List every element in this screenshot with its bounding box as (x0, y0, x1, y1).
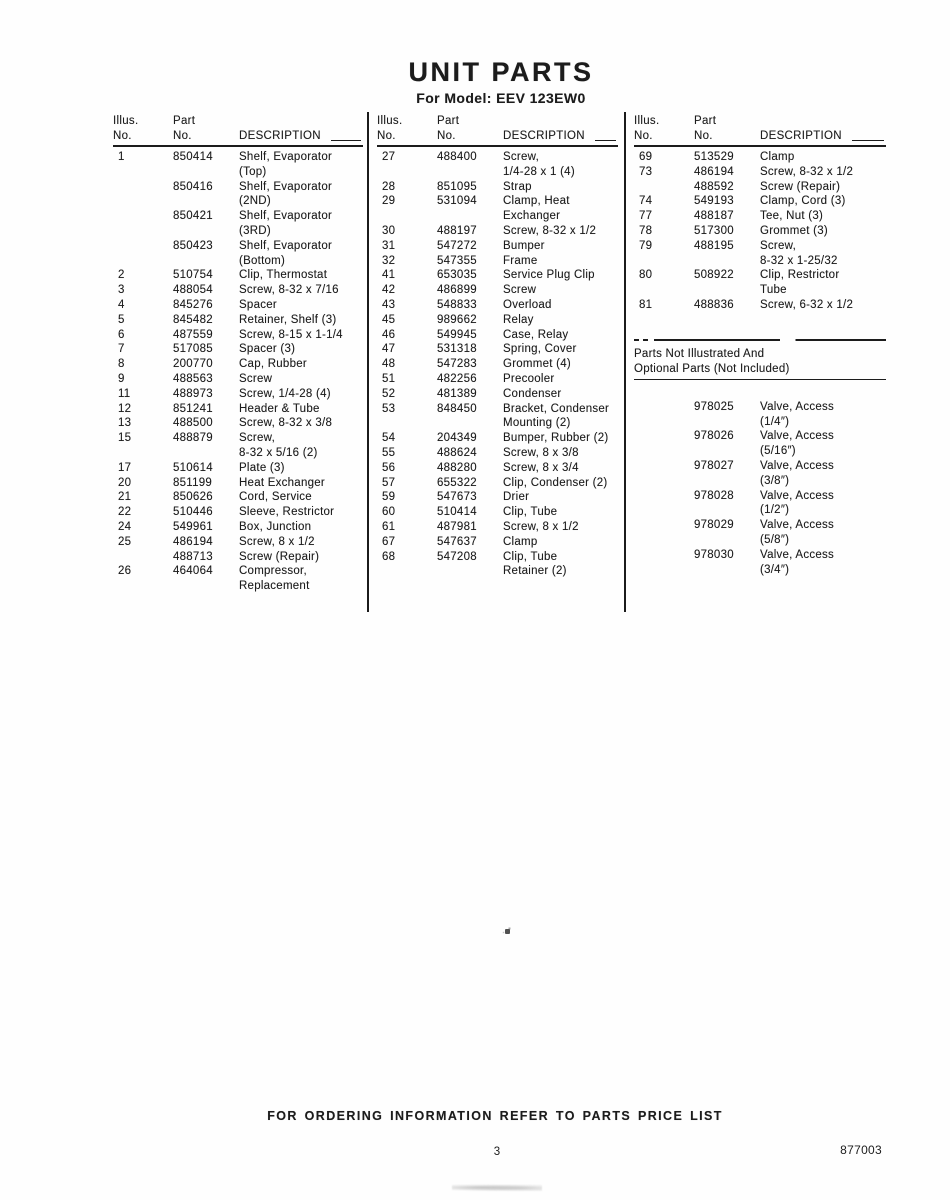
illus-no-cell: 7 (118, 343, 125, 356)
illus-no-cell (634, 254, 694, 269)
description-cell: (3/8″) (760, 474, 790, 487)
illus-no-cell (634, 283, 694, 298)
description-cell: Shelf, Evaporator (239, 180, 333, 193)
description-cell: Clip, Tube (503, 506, 558, 519)
part-no-cell: 488054 (173, 284, 213, 297)
page-number: 3 (493, 1146, 501, 1158)
description-header-label: DESCRIPTION (239, 129, 321, 142)
description-cell: Screw, 8-32 x 1/2 (760, 165, 854, 178)
part-no-cell: 549945 (437, 328, 477, 341)
illus-header-label: Illus. (113, 115, 139, 127)
part-no-cell: 513529 (694, 151, 734, 163)
parts-column-2 (377, 114, 618, 579)
illus-no-cell: 5 (118, 313, 125, 326)
part-no-cell (173, 224, 235, 239)
parts-column-3 (634, 114, 886, 577)
part-no-cell: 850416 (173, 180, 213, 193)
part-no-cell (694, 474, 756, 489)
part-no-cell: 978026 (694, 430, 734, 443)
illus-no-cell: 56 (382, 461, 396, 474)
illus-no-cell (634, 503, 694, 518)
illus-header-label: Illus. (377, 115, 403, 127)
part-no-cell: 850421 (173, 210, 213, 223)
description-cell: Valve, Access (760, 459, 834, 472)
no-header-label: No. (634, 129, 653, 142)
part-no-cell: 517085 (173, 343, 213, 356)
illus-no-cell (634, 474, 694, 489)
description-cell: Relay (503, 313, 534, 326)
description-cell: Screw, 8 x 3/8 (503, 446, 579, 459)
part-no-cell: 547673 (437, 491, 477, 504)
part-no-cell: 978028 (694, 489, 734, 502)
part-no-cell: 978029 (694, 519, 734, 532)
description-cell: Shelf, Evaporator (239, 239, 333, 252)
description-cell: Screw (239, 372, 273, 385)
description-cell: (Top) (239, 165, 267, 178)
description-cell: Valve, Access (760, 400, 834, 413)
parts-rows-1 (113, 150, 363, 594)
description-cell: Bumper, Rubber (2) (503, 432, 609, 445)
description-cell: 8-32 x 1-25/32 (760, 254, 838, 267)
illus-no-cell (634, 400, 694, 415)
illus-no-cell (113, 194, 173, 209)
part-no-cell: 547283 (437, 358, 477, 371)
description-cell: Cap, Rubber (239, 358, 307, 371)
part-no-cell: 488836 (694, 298, 734, 311)
part-no-cell: 487559 (173, 328, 213, 341)
section-heading-line2: Optional Parts (Not Included) (634, 362, 886, 380)
illus-no-cell: 68 (382, 550, 396, 563)
part-no-cell: 845482 (173, 313, 213, 326)
illus-no-cell: 41 (382, 269, 396, 282)
description-cell: Cord, Service (239, 491, 312, 504)
page-title: UNIT PARTS (408, 57, 594, 87)
illus-no-cell: 1 (118, 151, 125, 163)
description-cell: Screw, (760, 239, 797, 252)
illus-no-cell: 55 (382, 446, 396, 459)
title-block (52, 57, 950, 106)
part-no-cell (437, 165, 499, 180)
description-cell: Header & Tube (239, 402, 320, 415)
description-cell: Tee, Nut (3) (760, 210, 824, 223)
part-no-cell: 549961 (173, 520, 213, 533)
parts-rows-2 (377, 150, 618, 579)
illus-no-cell: 43 (382, 298, 396, 311)
no-header-label: No. (437, 129, 456, 142)
part-no-cell: 653035 (437, 269, 477, 282)
description-cell: (1/4″) (760, 415, 790, 428)
illus-no-cell: 2 (118, 269, 125, 282)
illus-no-cell (113, 224, 173, 239)
scan-artifact-dot (505, 929, 510, 934)
part-no-cell: 549193 (694, 195, 734, 208)
illus-no-cell (377, 209, 437, 224)
description-cell: Precooler (503, 372, 555, 385)
illus-no-cell (634, 415, 694, 430)
part-no-cell: 851199 (173, 476, 213, 489)
illus-no-cell: 15 (118, 432, 132, 445)
description-cell: Clip, Thermostat (239, 269, 328, 282)
illus-no-cell: 51 (382, 372, 396, 385)
part-no-cell: 464064 (173, 565, 213, 578)
illus-no-cell: 30 (382, 224, 396, 237)
illus-no-cell (634, 548, 694, 563)
description-cell: Screw, (503, 151, 540, 163)
illus-no-cell (113, 165, 173, 180)
illus-no-cell (634, 459, 694, 474)
description-cell: Box, Junction (239, 520, 312, 533)
part-no-cell: 850423 (173, 239, 213, 252)
description-cell: Clamp, Heat (503, 195, 570, 208)
part-header-label: Part (694, 115, 717, 127)
description-cell: Spring, Cover (503, 343, 577, 356)
part-no-cell: 845276 (173, 298, 213, 311)
description-cell: Bracket, Condenser (503, 402, 610, 415)
part-no-cell: 488500 (173, 417, 213, 430)
ordering-note: FOR ORDERING INFORMATION REFER TO PARTS PRICE LIST (267, 1109, 723, 1123)
illus-no-cell: 11 (118, 387, 131, 400)
illus-no-cell (113, 209, 173, 224)
part-no-cell (694, 444, 756, 459)
illus-no-cell: 6 (118, 328, 125, 341)
part-no-cell: 989662 (437, 313, 477, 326)
illus-no-cell: 81 (639, 298, 653, 311)
description-cell: Screw, (239, 432, 276, 445)
illus-no-cell: 9 (118, 372, 125, 385)
part-no-cell: 488563 (173, 372, 213, 385)
description-cell: Screw (Repair) (760, 180, 841, 193)
illus-no-cell: 59 (382, 491, 396, 504)
illus-no-cell: 12 (118, 402, 132, 415)
part-no-cell: 848450 (437, 402, 477, 415)
description-cell: Valve, Access (760, 548, 834, 561)
part-no-cell: 510446 (173, 506, 213, 519)
part-no-cell: 547637 (437, 535, 477, 548)
part-no-cell: 978025 (694, 400, 734, 413)
illus-no-cell: 4 (118, 298, 125, 311)
illus-no-cell (634, 518, 694, 533)
description-cell: Grommet (4) (503, 358, 571, 371)
description-cell: Frame (503, 254, 538, 267)
part-no-cell: 488973 (173, 387, 213, 400)
illus-no-cell (113, 579, 173, 594)
illus-no-cell: 26 (118, 565, 132, 578)
part-no-cell: 486899 (437, 284, 477, 297)
illus-no-cell: 57 (382, 476, 396, 489)
table-header-3 (634, 114, 886, 147)
part-no-cell (173, 254, 235, 269)
illus-no-cell (113, 239, 173, 254)
part-no-cell: 510754 (173, 269, 213, 282)
illus-no-cell: 79 (639, 239, 653, 252)
description-cell: Spacer (239, 298, 277, 311)
part-no-cell: 487981 (437, 520, 477, 533)
part-no-cell (437, 416, 499, 431)
part-no-cell: 851095 (437, 180, 477, 193)
illus-no-cell: 53 (382, 402, 396, 415)
description-cell: Plate (3) (239, 461, 285, 474)
description-cell: (2ND) (239, 195, 271, 208)
part-no-cell: 978027 (694, 459, 734, 472)
parts-rows-3 (634, 150, 886, 313)
part-no-cell: 510414 (437, 506, 477, 519)
illus-no-cell: 42 (382, 284, 396, 297)
description-cell: Screw, 8-32 x 3/8 (239, 417, 333, 430)
illus-no-cell: 54 (382, 432, 396, 445)
part-no-cell (173, 165, 235, 180)
part-no-cell: 547208 (437, 550, 477, 563)
part-no-cell: 488280 (437, 461, 477, 474)
description-cell: Screw, 8 x 1/2 (239, 535, 315, 548)
description-cell: Clamp (503, 535, 538, 548)
part-no-cell (173, 446, 235, 461)
illus-no-cell (113, 550, 173, 565)
part-no-cell: 655322 (437, 476, 477, 489)
section-heading-line1: Parts Not Illustrated And (634, 347, 765, 360)
part-no-cell (694, 254, 756, 269)
description-header-label: DESCRIPTION (503, 129, 585, 142)
illus-no-cell: 21 (118, 491, 132, 504)
description-cell: Retainer, Shelf (3) (239, 313, 337, 326)
not-illustrated-section (634, 339, 886, 578)
part-header-label: Part (437, 115, 460, 127)
description-cell: (Bottom) (239, 254, 286, 267)
part-no-cell: 488197 (437, 224, 477, 237)
section-divider-rule (634, 339, 886, 341)
part-no-cell (437, 209, 499, 224)
description-cell: Case, Relay (503, 328, 569, 341)
part-no-cell: 486194 (694, 165, 734, 178)
no-header-label: No. (377, 129, 396, 142)
part-no-cell: 488624 (437, 446, 477, 459)
description-cell: Screw, 8 x 3/4 (503, 461, 579, 474)
part-no-cell: 481389 (437, 387, 477, 400)
description-cell: Screw (503, 284, 537, 297)
part-no-cell: 547355 (437, 254, 477, 267)
description-cell: Bumper (503, 239, 545, 252)
part-no-cell: 850414 (173, 151, 213, 163)
part-no-cell: 488195 (694, 239, 734, 252)
optional-parts-rows (634, 400, 886, 578)
illus-no-cell: 13 (118, 417, 132, 430)
description-cell: Valve, Access (760, 489, 834, 502)
illus-no-cell: 77 (639, 210, 653, 223)
illus-no-cell: 29 (382, 195, 396, 208)
description-cell: Clamp (760, 151, 795, 163)
part-no-cell: 850626 (173, 491, 213, 504)
table-header-2 (377, 114, 618, 147)
illus-no-cell (634, 533, 694, 548)
illus-no-cell: 46 (382, 328, 396, 341)
illus-no-cell: 78 (639, 224, 653, 237)
part-no-cell (694, 533, 756, 548)
illus-no-cell: 32 (382, 254, 396, 267)
description-cell: Valve, Access (760, 430, 834, 443)
no-header-label: No. (173, 129, 192, 142)
illus-no-cell: 52 (382, 387, 396, 400)
description-cell: Screw (Repair) (239, 550, 320, 563)
description-cell: Grommet (3) (760, 224, 828, 237)
document-number: 877003 (840, 1143, 882, 1157)
illus-no-cell (634, 563, 694, 578)
description-cell: Clip, Restrictor (760, 269, 840, 282)
description-cell: Screw, 8-15 x 1-1/4 (239, 328, 343, 341)
illus-header-label: Illus. (634, 115, 660, 127)
description-cell: (3RD) (239, 224, 271, 237)
part-no-cell: 547272 (437, 239, 477, 252)
illus-no-cell (377, 416, 437, 431)
part-no-cell: 488187 (694, 210, 734, 223)
description-cell: Strap (503, 180, 532, 193)
part-no-cell: 488592 (694, 180, 734, 193)
illus-no-cell: 74 (639, 195, 653, 208)
part-no-cell (694, 503, 756, 518)
part-no-cell (173, 579, 235, 594)
illus-no-cell (113, 446, 173, 461)
description-cell: Spacer (3) (239, 343, 296, 356)
illus-no-cell: 69 (639, 151, 653, 163)
part-no-cell: 508922 (694, 269, 734, 282)
illus-no-cell: 17 (118, 461, 132, 474)
description-cell: Tube (760, 284, 787, 297)
part-no-cell: 488713 (173, 550, 213, 563)
description-cell: Clip, Condenser (2) (503, 476, 608, 489)
illus-no-cell: 73 (639, 165, 653, 178)
description-cell: Condenser (503, 387, 562, 400)
illus-no-cell (634, 444, 694, 459)
part-no-cell: 482256 (437, 372, 477, 385)
description-cell: (5/8″) (760, 533, 790, 546)
illus-no-cell: 24 (118, 520, 132, 533)
scan-artifact-smudge (452, 1184, 542, 1191)
description-cell: Shelf, Evaporator (239, 210, 333, 223)
description-cell: Heat Exchanger (239, 476, 325, 489)
description-cell: Overload (503, 298, 552, 311)
description-header-label: DESCRIPTION (760, 129, 842, 142)
part-no-cell: 978030 (694, 548, 734, 561)
description-cell: Clamp, Cord (3) (760, 195, 846, 208)
illus-no-cell: 47 (382, 343, 396, 356)
part-no-cell: 200770 (173, 358, 213, 371)
part-no-cell: 204349 (437, 432, 477, 445)
illus-no-cell: 61 (382, 520, 396, 533)
description-cell: Clip, Tube (503, 550, 558, 563)
description-cell: Service Plug Clip (503, 269, 595, 282)
illus-no-cell: 25 (118, 535, 132, 548)
illus-no-cell: 60 (382, 506, 396, 519)
description-cell: (5/16″) (760, 445, 796, 458)
part-no-cell: 548833 (437, 298, 477, 311)
description-cell: Shelf, Evaporator (239, 151, 333, 163)
part-no-cell: 488400 (437, 151, 477, 163)
illus-no-cell: 48 (382, 358, 396, 371)
description-cell: 8-32 x 5/16 (2) (239, 446, 318, 459)
description-cell: Valve, Access (760, 519, 834, 532)
part-no-cell (173, 194, 235, 209)
part-no-cell (694, 415, 756, 430)
model-subtitle: For Model: EEV 123EW0 (416, 90, 586, 106)
illus-no-cell (113, 254, 173, 269)
part-no-cell (694, 283, 756, 298)
illus-no-cell: 8 (118, 358, 125, 371)
illus-no-cell: 80 (639, 269, 653, 282)
illus-no-cell (113, 180, 173, 195)
part-no-cell: 488879 (173, 432, 213, 445)
description-cell: Mounting (2) (503, 417, 571, 430)
illus-no-cell: 28 (382, 180, 396, 193)
description-cell: Screw, 8-32 x 1/2 (503, 224, 597, 237)
description-cell: Compressor, (239, 565, 307, 578)
illus-no-cell: 22 (118, 506, 132, 519)
part-no-cell: 486194 (173, 535, 213, 548)
illus-no-cell: 67 (382, 535, 396, 548)
no-header-label: No. (694, 129, 713, 142)
illus-no-cell: 3 (118, 284, 125, 297)
column-divider-1 (367, 112, 369, 612)
illus-no-cell: 45 (382, 313, 396, 326)
description-cell: Replacement (239, 580, 310, 593)
part-no-cell: 517300 (694, 224, 734, 237)
description-cell: Exchanger (503, 210, 561, 223)
description-cell: Screw, 1/4-28 (4) (239, 387, 331, 400)
description-cell: Drier (503, 491, 530, 504)
description-cell: Screw, 6-32 x 1/2 (760, 298, 854, 311)
illus-no-cell (377, 564, 437, 579)
part-no-cell: 531318 (437, 343, 477, 356)
part-no-cell: 851241 (173, 402, 213, 415)
part-no-cell (694, 563, 756, 578)
parts-column-1 (113, 114, 363, 594)
table-header-1 (113, 114, 363, 147)
illus-no-cell (634, 429, 694, 444)
description-cell: Screw, 8-32 x 7/16 (239, 284, 339, 297)
part-header-label: Part (173, 115, 196, 127)
illus-no-cell (634, 489, 694, 504)
description-cell: (1/2″) (760, 504, 790, 517)
illus-no-cell: 27 (382, 151, 396, 163)
part-no-cell: 510614 (173, 461, 213, 474)
description-cell: Retainer (2) (503, 565, 567, 578)
illus-no-cell: 31 (382, 239, 396, 252)
part-no-cell (437, 564, 499, 579)
description-cell: Screw, 8 x 1/2 (503, 520, 579, 533)
part-no-cell: 531094 (437, 195, 477, 208)
description-cell: 1/4-28 x 1 (4) (503, 165, 575, 178)
illus-no-cell (377, 165, 437, 180)
description-cell: (3/4″) (760, 563, 790, 576)
illus-no-cell (634, 180, 694, 195)
description-cell: Sleeve, Restrictor (239, 506, 335, 519)
column-divider-2 (624, 112, 626, 612)
illus-no-cell: 20 (118, 476, 132, 489)
no-header-label: No. (113, 129, 132, 142)
